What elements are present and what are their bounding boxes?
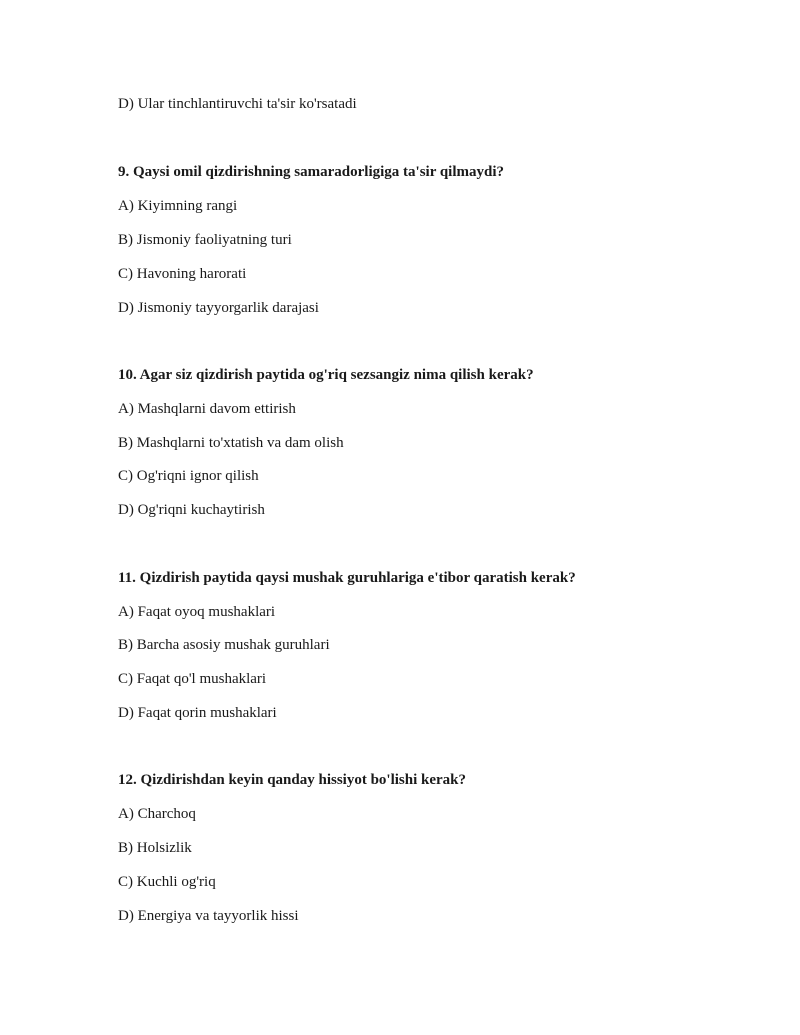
question-9: 9. Qaysi omil qizdirishning samaradorligiga ta'sir qilmaydi? bbox=[118, 164, 505, 180]
answer-option: A) Mashqlarni davom ettirish bbox=[118, 401, 296, 417]
answer-option: C) Havoning harorati bbox=[118, 266, 247, 282]
answer-option: D) Ular tinchlantiruvchi ta'sir ko'rsatadi bbox=[118, 96, 357, 112]
answer-option: B) Jismoniy faoliyatning turi bbox=[118, 232, 292, 248]
answer-option: C) Og'riqni ignor qilish bbox=[118, 468, 259, 484]
answer-option: A) Faqat oyoq mushaklari bbox=[118, 604, 276, 620]
answer-option: A) Kiyimning rangi bbox=[118, 198, 238, 214]
answer-option: B) Barcha asosiy mushak guruhlari bbox=[118, 637, 330, 653]
answer-option: B) Mashqlarni to'xtatish va dam olish bbox=[118, 435, 344, 451]
answer-option: C) Kuchli og'riq bbox=[118, 874, 216, 890]
answer-option: D) Faqat qorin mushaklari bbox=[118, 705, 277, 721]
answer-option: C) Faqat qo'l mushaklari bbox=[118, 671, 267, 687]
question-11: 11. Qizdirish paytida qaysi mushak guruhlariga e'tibor qaratish kerak? bbox=[118, 570, 576, 586]
question-12: 12. Qizdirishdan keyin qanday hissiyot bo'lishi kerak? bbox=[118, 772, 467, 788]
question-10: 10. Agar siz qizdirish paytida og'riq sezsangiz nima qilish kerak? bbox=[118, 367, 534, 383]
answer-option: B) Holsizlik bbox=[118, 840, 192, 856]
answer-option: A) Charchoq bbox=[118, 806, 196, 822]
answer-option: D) Energiya va tayyorlik hissi bbox=[118, 908, 299, 924]
answer-option: D) Og'riqni kuchaytirish bbox=[118, 502, 265, 518]
answer-option: D) Jismoniy tayyorgarlik darajasi bbox=[118, 300, 319, 316]
